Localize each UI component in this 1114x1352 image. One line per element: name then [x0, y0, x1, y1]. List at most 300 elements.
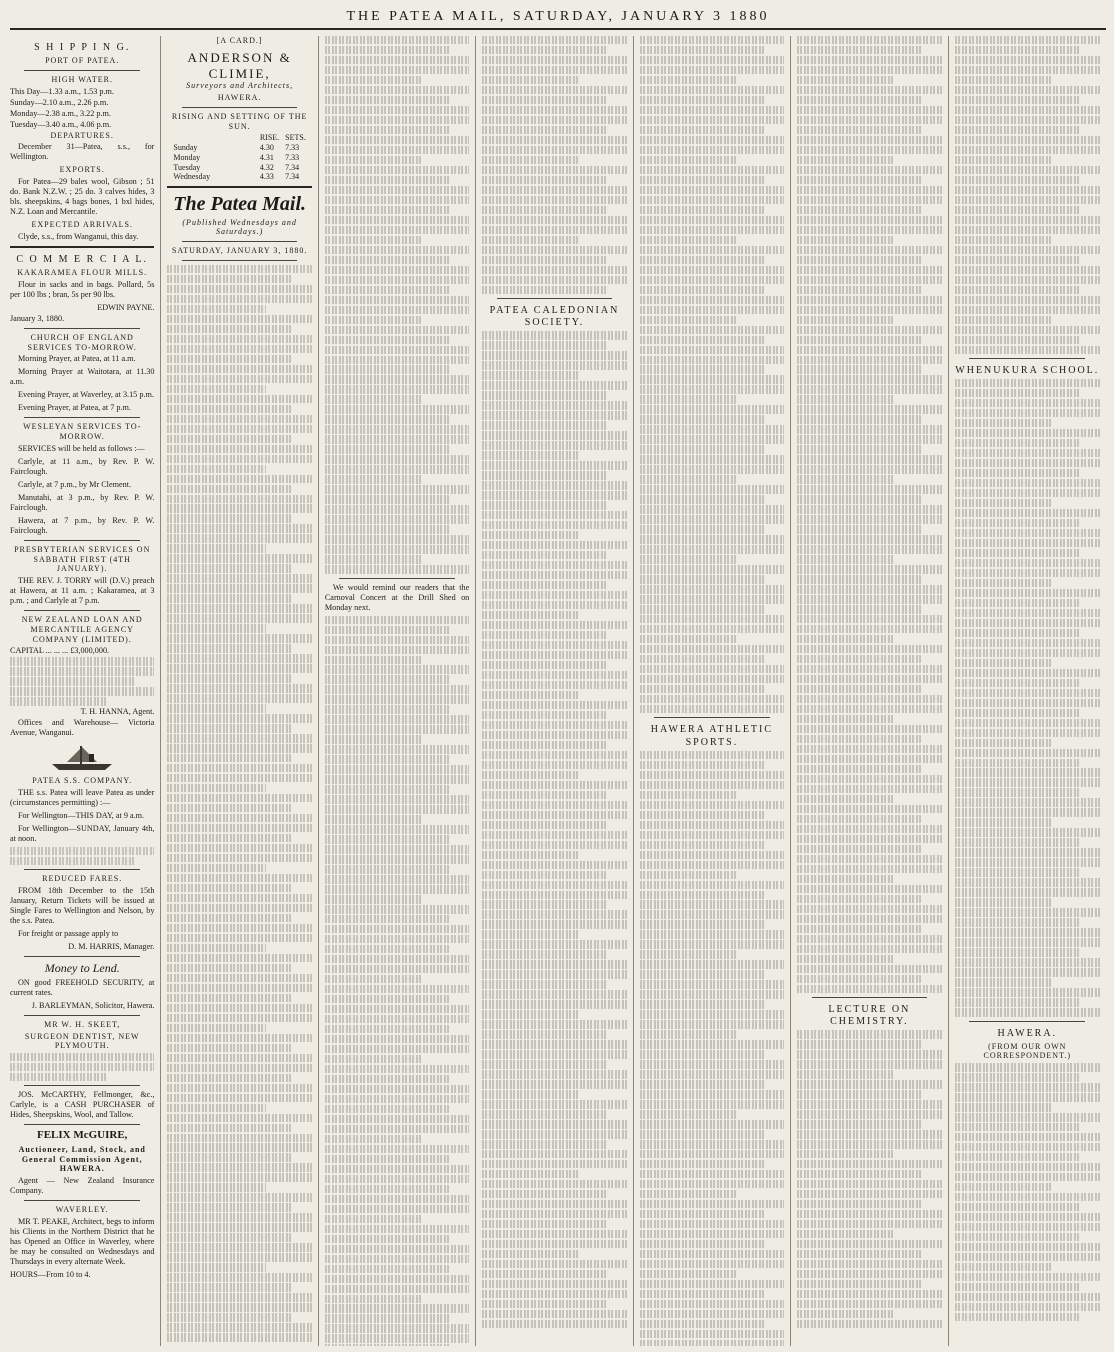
text-line: [797, 336, 921, 344]
text-line: [482, 601, 626, 609]
text-line: [325, 385, 469, 393]
text-line: [640, 1200, 784, 1208]
text-line: [640, 505, 784, 513]
text-line: [482, 186, 626, 194]
text-line: [797, 176, 921, 184]
text-line: [167, 375, 311, 383]
wesleyan-line: SERVICES will be held as follows :—: [18, 443, 145, 453]
text-line: [325, 336, 449, 344]
text-line: [797, 36, 941, 44]
text-line: [640, 665, 784, 673]
text-line: [482, 751, 626, 759]
text-line: [482, 1310, 626, 1318]
column-7: [955, 36, 1106, 1346]
text-line: [797, 575, 921, 583]
text-line: [482, 246, 626, 254]
text-line: [640, 226, 784, 234]
text-line: [325, 515, 469, 523]
text-line: [167, 495, 311, 503]
text-line: [797, 116, 941, 124]
text-line: [167, 1243, 311, 1251]
text-line: [325, 1185, 449, 1193]
text-line: [640, 146, 784, 154]
text-line: [325, 1334, 469, 1342]
text-line: [797, 76, 895, 84]
text-line: [797, 965, 941, 973]
text-line: [797, 525, 921, 533]
text-line: [640, 1260, 784, 1268]
text-line: [482, 641, 626, 649]
text-line: [325, 1285, 469, 1293]
text-line: [325, 675, 449, 683]
text-line: [955, 389, 1080, 397]
text-line: [640, 106, 784, 114]
text-block: [10, 857, 134, 865]
text-line: [167, 435, 291, 443]
money-signature: J. BARLEYMAN, Solicitor, Hawera.: [31, 1000, 155, 1010]
text-line: [325, 286, 449, 294]
text-line: [640, 236, 738, 244]
text-line: [797, 425, 941, 433]
text-line: [325, 705, 449, 713]
text-line: [167, 1034, 311, 1042]
text-line: [482, 691, 580, 699]
text-line: [797, 86, 941, 94]
text-line: [797, 805, 941, 813]
article-body: [167, 265, 311, 1342]
text-line: [955, 206, 1080, 214]
text-line: [167, 884, 291, 892]
column-4: [482, 36, 633, 1346]
peake-hours: HOURS—From 10 to 4.: [10, 1269, 91, 1279]
text-line: [955, 96, 1080, 104]
wesleyan-title: WESLEYAN SERVICES TO-MORROW.: [23, 422, 142, 442]
text-line: [325, 136, 469, 144]
presbyterian-text: THE REV. J. TORRY will (D.V.) preach at Hawera, at 11 a.m. ; Kakaramea, at 3 p.m. ; and Carlyle at 7 p.m.: [10, 576, 155, 606]
text-line: [955, 898, 1054, 906]
text-line: [325, 1025, 449, 1033]
text-line: [955, 948, 1080, 956]
text-line: [797, 465, 941, 473]
text-line: [955, 1243, 1100, 1251]
text-line: [640, 645, 784, 653]
text-line: [955, 216, 1100, 224]
text-line: [797, 375, 941, 383]
text-line: [482, 761, 626, 769]
text-line: [955, 1303, 1100, 1311]
text-line: [482, 631, 606, 639]
text-line: [482, 781, 626, 789]
text-line: [797, 865, 941, 873]
text-line: [640, 575, 764, 583]
text-line: [325, 1205, 469, 1213]
text-line: [167, 1044, 291, 1052]
text-line: [640, 1120, 784, 1128]
text-line: [167, 1153, 291, 1161]
text-line: [640, 771, 784, 779]
text-line: [640, 1050, 764, 1058]
text-line: [640, 625, 784, 633]
text-line: [640, 1310, 784, 1318]
text-line: [482, 501, 606, 509]
text-line: [955, 679, 1080, 687]
text-line: [325, 656, 423, 664]
text-line: [325, 216, 469, 224]
text-line: [955, 419, 1054, 427]
text-line: [482, 1230, 626, 1238]
text-block: [10, 657, 154, 665]
text-line: [482, 621, 626, 629]
text-line: [167, 1163, 311, 1171]
text-line: [167, 1253, 311, 1261]
text-line: [482, 481, 626, 489]
text-line: [167, 1323, 311, 1331]
text-line: [640, 1270, 738, 1278]
hawera-sports-title: HAWERA ATHLETIC SPORTS.: [650, 724, 774, 748]
church-line: Evening Prayer, at Waverley, at 3.15 p.m.: [18, 390, 154, 400]
text-line: [955, 286, 1080, 294]
text-line: [640, 900, 784, 908]
text-line: [797, 515, 941, 523]
text-line: [955, 699, 1100, 707]
text-line: [797, 1320, 941, 1328]
text-line: [167, 574, 311, 582]
text-line: [797, 795, 895, 803]
text-line: [325, 985, 469, 993]
text-line: [325, 925, 469, 933]
expected-text: Clyde, s.s., from Wanganui, this day.: [18, 231, 139, 241]
text-line: [797, 415, 921, 423]
text-line: [797, 505, 941, 513]
text-line: [325, 156, 423, 164]
text-line: [640, 585, 784, 593]
text-line: [955, 609, 1100, 617]
departures-text: December 31—Patea, s.s., for Wellington.: [10, 142, 155, 162]
text-line: [482, 541, 626, 549]
text-line: [955, 1163, 1100, 1171]
text-line: [325, 845, 469, 853]
text-line: [482, 1090, 580, 1098]
text-line: [640, 56, 784, 64]
divider: [182, 241, 298, 242]
text-line: [797, 445, 921, 453]
sun-head: [173, 133, 253, 143]
text-line: [325, 186, 469, 194]
text-line: [325, 835, 449, 843]
text-line: [167, 415, 311, 423]
text-line: [167, 654, 311, 662]
patea-company-title: PATEA S.S. COMPANY.: [32, 776, 133, 786]
reduced-fares-signature: D. M. HARRIS, Manager.: [68, 942, 155, 952]
text-line: [325, 825, 469, 833]
text-line: [797, 695, 941, 703]
text-line: [955, 1113, 1100, 1121]
text-line: [640, 1140, 784, 1148]
text-line: [482, 701, 626, 709]
text-line: [955, 958, 1100, 966]
text-line: [482, 511, 626, 519]
text-line: [955, 928, 1100, 936]
patea-company-text: THE s.s. Patea will leave Patea as under (circumstances permitting) :—: [10, 788, 155, 808]
text-line: [325, 1045, 469, 1053]
text-line: [167, 814, 311, 822]
wesleyan-line: Hawera, at 7 p.m., by Rev. P. W. Fairclough.: [10, 515, 155, 535]
text-line: [640, 296, 784, 304]
text-line: [797, 895, 921, 903]
text-line: [325, 875, 469, 883]
text-line: [640, 595, 784, 603]
text-line: [955, 1213, 1100, 1221]
text-line: [955, 336, 1080, 344]
divider: [10, 246, 154, 248]
text-line: [167, 984, 311, 992]
text-line: [955, 848, 1100, 856]
text-line: [482, 1050, 626, 1058]
text-line: [482, 341, 606, 349]
text-line: [325, 1295, 423, 1303]
text-line: [167, 1283, 291, 1291]
article-body: [640, 751, 784, 1346]
text-line: [955, 116, 1100, 124]
text-line: [482, 1110, 606, 1118]
text-line: [797, 755, 941, 763]
text-line: [167, 554, 311, 562]
text-line: [955, 539, 1100, 547]
text-line: [955, 509, 1100, 517]
departures-title: DEPARTURES.: [50, 130, 114, 140]
text-line: [167, 1223, 311, 1231]
text-line: [482, 591, 626, 599]
text-block: [10, 1063, 154, 1071]
text-line: [167, 904, 311, 912]
text-line: [955, 838, 1080, 846]
text-line: [482, 1300, 606, 1308]
text-line: [167, 724, 291, 732]
text-line: [640, 545, 784, 553]
text-line: [955, 409, 1100, 417]
sun-set: 7.34: [285, 172, 300, 182]
text-line: [955, 918, 1080, 926]
text-line: [325, 955, 469, 963]
sun-set: 7.33: [285, 152, 300, 162]
text-line: [797, 945, 941, 953]
text-line: [482, 771, 580, 779]
sun-head: RISE.: [259, 133, 280, 143]
text-line: [482, 106, 626, 114]
text-line: [640, 405, 784, 413]
text-line: [167, 794, 311, 802]
text-line: [482, 861, 626, 869]
text-line: [482, 1290, 626, 1298]
text-line: [325, 745, 469, 753]
text-line: [797, 1080, 941, 1088]
text-block: [10, 847, 154, 855]
text-line: [325, 715, 469, 723]
text-line: [955, 1293, 1100, 1301]
text-line: [797, 435, 941, 443]
text-line: [640, 831, 784, 839]
text-line: [167, 804, 291, 812]
mcguire-agent: Agent — New Zealand Insurance Company.: [10, 1176, 155, 1196]
text-line: [955, 908, 1100, 916]
text-line: [482, 461, 626, 469]
text-line: [640, 166, 784, 174]
text-line: [482, 1100, 626, 1108]
text-line: [325, 535, 469, 543]
text-line: [797, 1070, 895, 1078]
church-line: Evening Prayer, at Patea, at 7 p.m.: [18, 403, 131, 413]
text-line: [640, 1130, 764, 1138]
divider: [812, 997, 928, 998]
text-line: [325, 545, 469, 553]
text-line: [482, 196, 626, 204]
column-5: [640, 36, 791, 1346]
text-line: [955, 599, 1080, 607]
text-line: [640, 375, 784, 383]
text-line: [325, 276, 469, 284]
text-line: [955, 858, 1100, 866]
text-line: [955, 719, 1100, 727]
text-line: [325, 306, 469, 314]
text-line: [325, 1105, 449, 1113]
text-line: [482, 1150, 626, 1158]
text-line: [797, 815, 921, 823]
text-line: [640, 286, 764, 294]
text-line: [325, 495, 449, 503]
text-line: [167, 974, 311, 982]
text-line: [955, 176, 1080, 184]
text-line: [955, 529, 1100, 537]
church-title: CHURCH OF ENGLAND SERVICES TO-MORROW.: [27, 332, 137, 352]
text-line: [955, 1313, 1080, 1321]
text-line: [955, 639, 1100, 647]
text-line: [325, 86, 469, 94]
text-line: [482, 960, 626, 968]
text-line: [167, 1124, 291, 1132]
text-line: [640, 515, 784, 523]
text-line: [325, 525, 449, 533]
text-line: [325, 685, 469, 693]
text-line: [955, 1223, 1100, 1231]
divider: [24, 1124, 140, 1125]
text-line: [797, 555, 895, 563]
text-line: [955, 316, 1054, 324]
reduced-fares-apply: For freight or passage apply to: [18, 929, 119, 939]
text-line: [955, 439, 1080, 447]
text-line: [167, 305, 265, 313]
text-line: [955, 459, 1100, 467]
text-line: [482, 1160, 626, 1168]
text-line: [482, 521, 626, 529]
text-line: [640, 1250, 784, 1258]
text-line: [640, 465, 784, 473]
text-line: [325, 616, 469, 624]
text-line: [325, 1265, 449, 1273]
text-line: [325, 226, 469, 234]
text-line: [325, 505, 469, 513]
text-line: [325, 1155, 449, 1163]
text-line: [797, 1260, 941, 1268]
text-line: [955, 449, 1100, 457]
text-line: [640, 276, 784, 284]
text-line: [955, 888, 1100, 896]
text-line: [640, 1230, 784, 1238]
text-line: [325, 1165, 469, 1173]
text-line: [640, 940, 784, 948]
text-line: [167, 954, 311, 962]
text-line: [482, 441, 626, 449]
text-line: [482, 421, 606, 429]
text-line: [797, 1050, 941, 1058]
text-line: [797, 206, 921, 214]
text-line: [955, 818, 1054, 826]
divider: [969, 358, 1085, 359]
text-line: [797, 236, 895, 244]
text-line: [955, 998, 1080, 1006]
text-line: [167, 874, 311, 882]
text-line: [482, 126, 606, 134]
text-line: [640, 266, 784, 274]
port-title: PORT OF PATEA.: [45, 56, 120, 66]
text-line: [482, 86, 626, 94]
firm-place: HAWERA.: [217, 93, 262, 103]
text-line: [640, 306, 784, 314]
text-line: [482, 571, 626, 579]
text-line: [167, 994, 291, 1002]
text-line: [325, 695, 469, 703]
text-line: [482, 851, 580, 859]
skeet-subtitle: SURGEON DENTIST, NEW PLYMOUTH.: [24, 1031, 140, 1051]
sun-head: SETS.: [285, 133, 306, 143]
divider: [24, 1085, 140, 1086]
sun-day: Wednesday: [173, 172, 211, 182]
text-line: [325, 1075, 449, 1083]
text-line: [482, 36, 626, 44]
text-line: [482, 56, 626, 64]
text-line: [955, 549, 1080, 557]
firm-title: ANDERSON & CLIMIE,: [187, 49, 292, 81]
text-line: [797, 1300, 941, 1308]
text-line: [325, 266, 469, 274]
text-line: [167, 335, 311, 343]
article-body: [325, 36, 469, 574]
text-line: [797, 1030, 941, 1038]
text-line: [325, 795, 469, 803]
text-line: [797, 186, 941, 194]
text-line: [482, 1130, 626, 1138]
text-line: [167, 1104, 265, 1112]
text-line: [640, 455, 784, 463]
text-line: [325, 46, 449, 54]
text-line: [482, 66, 626, 74]
text-line: [640, 1010, 784, 1018]
lecture-title: LECTURE ON CHEMISTRY.: [828, 1003, 911, 1028]
mcguire-title: FELIX McGUIRE,: [36, 1129, 128, 1142]
text-line: [955, 256, 1080, 264]
flour-date: January 3, 1880.: [10, 313, 65, 323]
text-line: [325, 735, 423, 743]
text-line: [797, 276, 941, 284]
column-1: [10, 36, 161, 1346]
text-line: [482, 811, 626, 819]
text-line: [325, 785, 449, 793]
text-line: [955, 46, 1080, 54]
text-line: [325, 206, 449, 214]
text-line: [482, 136, 626, 144]
text-line: [482, 256, 606, 264]
text-line: [325, 865, 449, 873]
text-line: [797, 845, 921, 853]
